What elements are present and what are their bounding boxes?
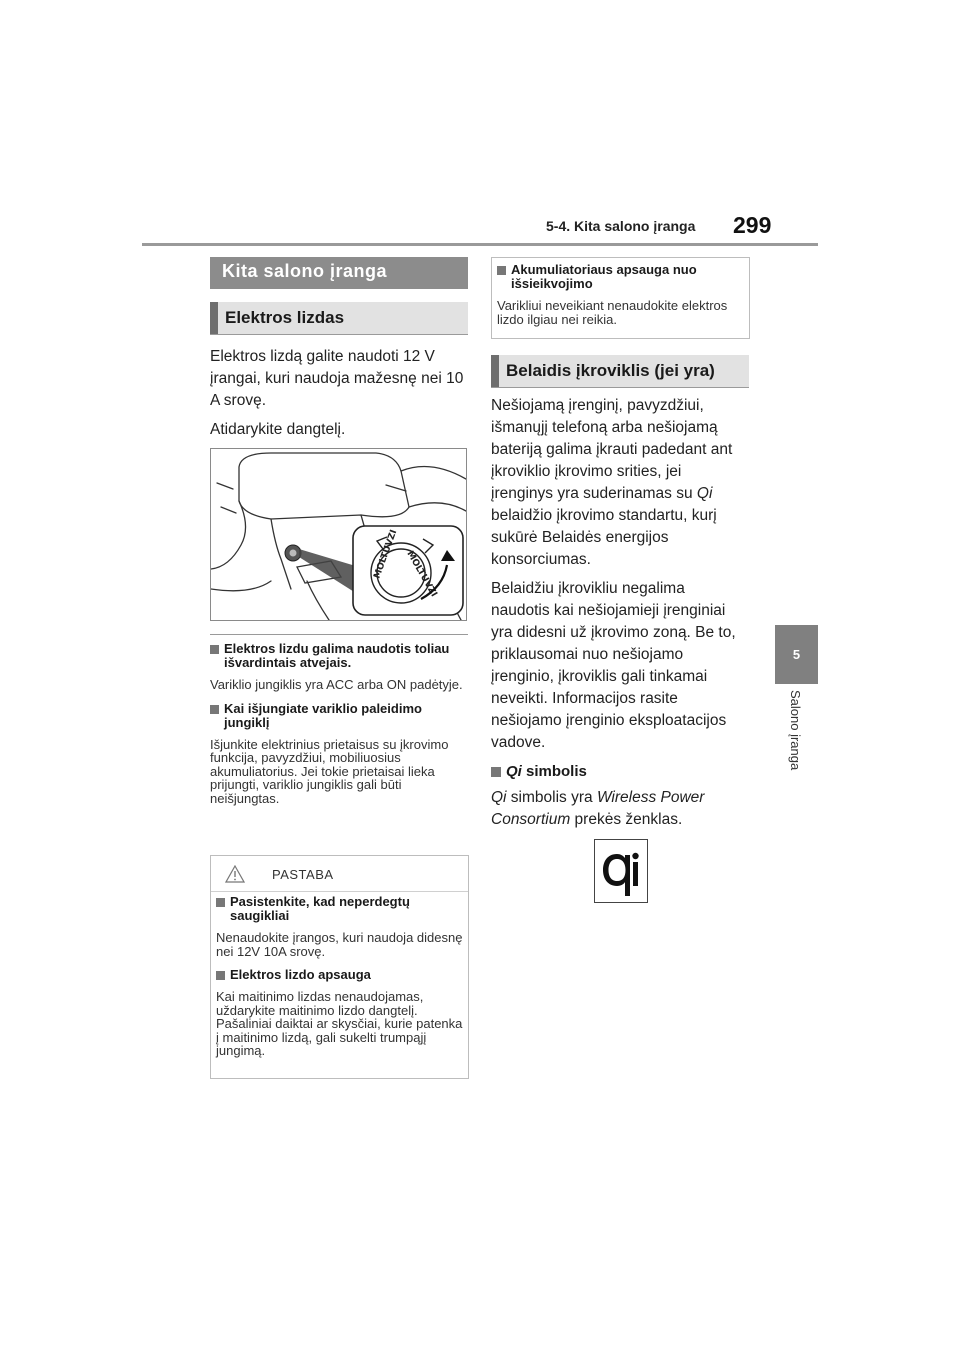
square-bullet-icon <box>216 898 225 907</box>
subheading-underline <box>210 334 468 335</box>
subheading-wireless-charger: Belaidis įkroviklis (jei yra) <box>491 355 749 387</box>
svg-text:MOLTUVZI: MOLTUVZI <box>372 528 400 581</box>
battery-note-body: Varikliui neveikiant nenaudokite elektros lizdo ilgiau nei reikia. <box>497 298 728 327</box>
wireless-paragraph-1: Nešiojamą įrenginį, pavyzdžiui, išmanųjį telefoną arba nešiojamą bateriją galima įkrauti padedant ant įkroviklio įkrovimo srities, jei įrenginys yra suderinamas su Qi belaidžio įkrovimo standartu, kurį sukūrė Belaidės energijos konsorciumas. <box>491 397 733 568</box>
qi-symbol-icon <box>595 840 647 902</box>
battery-note-box <box>491 257 750 339</box>
caution-item-title: Elektros lizdo apsauga <box>216 968 463 982</box>
square-bullet-icon <box>216 971 225 980</box>
note-title: Elektros lizdu galima naudotis toliau išvardintais atvejais. <box>210 642 465 670</box>
power-outlet-illustration <box>210 448 467 621</box>
caution-box <box>210 855 469 1079</box>
subheading-underline <box>491 387 749 388</box>
open-cover-paragraph: Atidarykite dangtelį. <box>210 421 346 438</box>
note-title: Kai išjungiate variklio paleidimo jungiklį <box>210 702 465 730</box>
subheading-power-outlet: Elektros lizdas <box>210 302 468 334</box>
qi-heading: Qi simbolis <box>491 761 747 783</box>
square-bullet-icon <box>491 767 501 777</box>
section-title: 5-4. Kita salono įranga <box>546 218 696 234</box>
page-number: 299 <box>733 212 772 238</box>
square-bullet-icon <box>210 645 219 654</box>
caution-content <box>211 891 468 1058</box>
chapter-number: 5 <box>792 647 801 662</box>
caution-header <box>211 856 468 885</box>
left-notes <box>210 642 465 805</box>
square-bullet-icon <box>210 705 219 714</box>
battery-note-title: Akumuliatoriaus apsauga nuo išsieikvojimo <box>497 263 744 291</box>
note-body: Išjunkite elektrinius prietaisus su įkrovimo funkcija, pavyzdžiui, mobiliuosius akumuliatorius. Jei tokie prietaisai lieka prijungti, variklio jungiklis gali būti neišjungtas. <box>210 736 449 806</box>
section-banner: Kita salono įranga <box>210 257 468 289</box>
qi-logo <box>594 839 648 903</box>
wireless-text <box>491 395 747 838</box>
chapter-label <box>770 690 820 790</box>
intro-paragraph: Elektros lizdą galite naudoti 12 V įrangai, kuri naudoja mažesnę nei 10 A srovę. <box>210 348 464 409</box>
console-drawing <box>211 449 466 620</box>
warning-triangle-icon <box>225 865 245 883</box>
intro-text <box>210 346 465 448</box>
chapter-label-text: Salono įranga <box>788 690 803 771</box>
caution-item-body: Nenaudokite įrangos, kuri naudoja didesnę nei 12V 10A srovę. <box>216 930 463 959</box>
header-rule <box>142 243 818 246</box>
illustration-rule <box>210 634 468 635</box>
wireless-paragraph-2: Belaidžiu įkrovikliu negalima naudotis kai nešiojamieji įrenginiai yra didesni už įkrovimo zoną. Be to, priklausomai nuo nešiojamo įrenginio, įkroviklis gali tinkamai neveikti. Informacijos rasite nešiojamo įrenginio eksploatacijos vadove. <box>491 580 736 751</box>
caution-item-title: Pasistenkite, kad neperdegtų saugikliai <box>216 895 463 923</box>
caution-title: PASTABA <box>272 866 334 882</box>
chapter-tab <box>775 625 818 684</box>
qi-trademark-text: Qi simbolis yra Wireless Power Consortium prekės ženklas. <box>491 789 705 828</box>
square-bullet-icon <box>497 266 506 275</box>
svg-text:MOLTUVZI: MOLTUVZI <box>404 549 439 599</box>
note-body: Variklio jungiklis yra ACC arba ON padėtyje. <box>210 677 463 692</box>
caution-item-body: Kai maitinimo lizdas nenaudojamas, uždarykite maitinimo lizdo dangtelį. Pašaliniai daiktai ar skysčiai, kurie patenka į maitinimo lizdą, gali sukelti trumpąjį jungimą. <box>216 989 463 1058</box>
